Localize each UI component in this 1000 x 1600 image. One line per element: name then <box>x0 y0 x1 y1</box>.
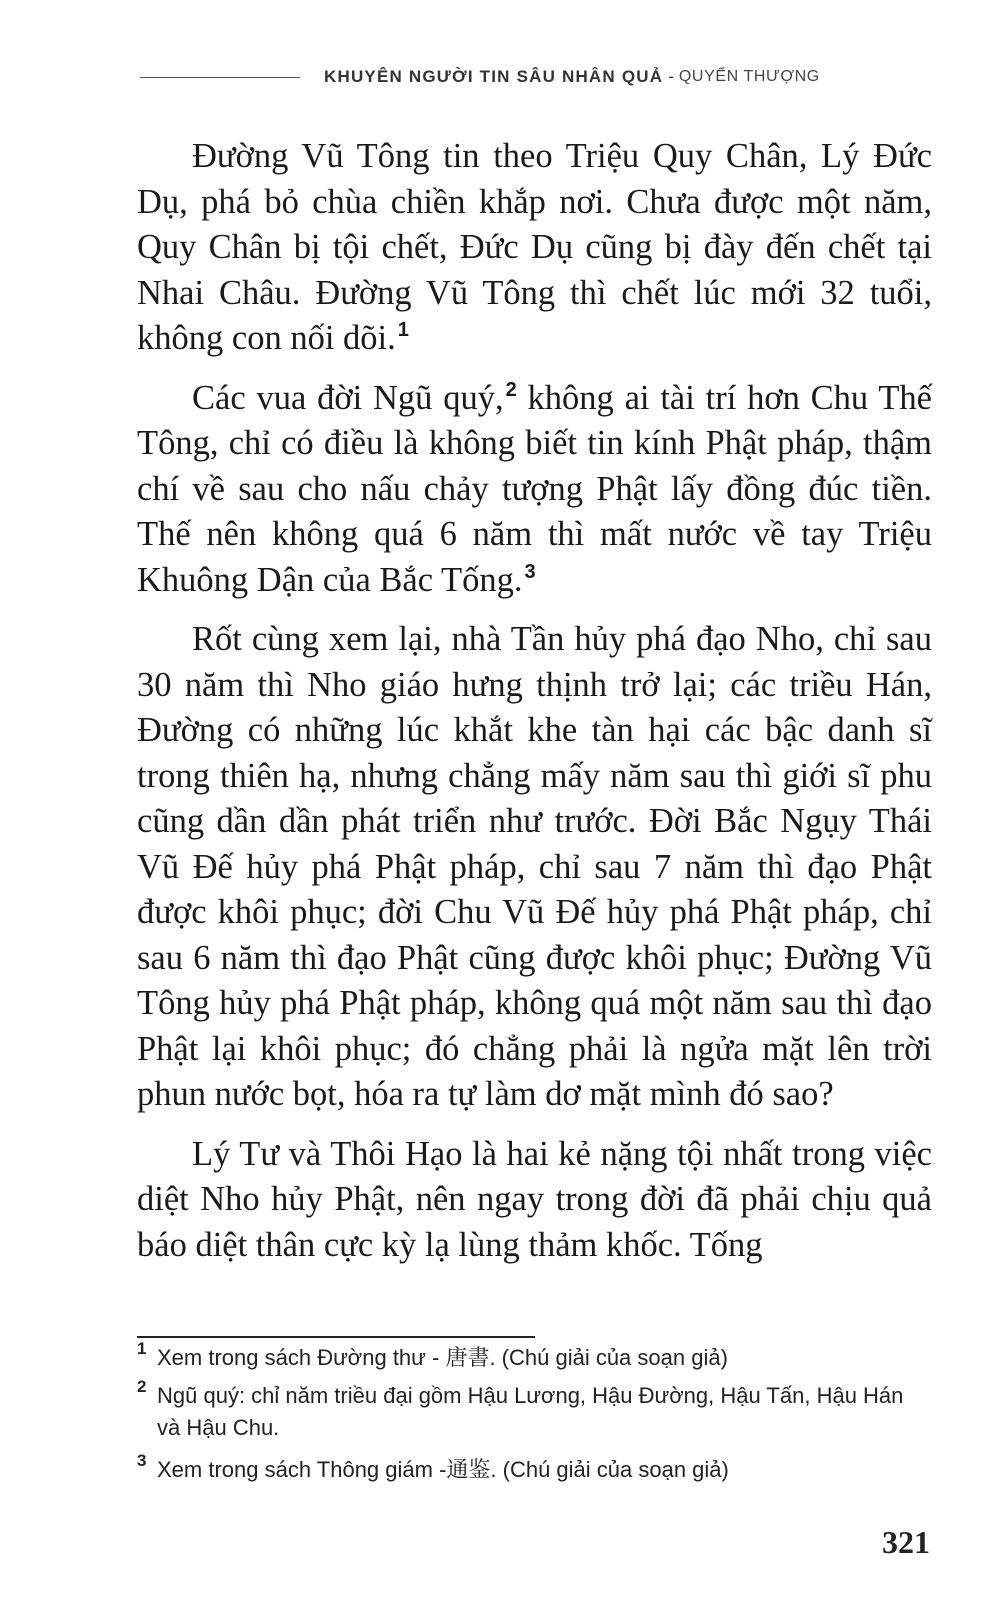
header-volume: QUYỂN THƯỢNG <box>678 68 820 85</box>
paragraph-2-text-a: Các vua đời Ngũ quý, <box>192 378 504 417</box>
footnote-3-text: Xem trong sách Thông giám -通鉴. (Chú giải của soạn giả) <box>157 1457 729 1482</box>
footnote-1-text: Xem trong sách Đường thư - 唐書. (Chú giải của soạn giả) <box>157 1345 728 1370</box>
footnote-2 <box>137 1377 932 1444</box>
footnote-2-mark: 2 <box>137 1377 147 1396</box>
header-book-title: KHUYÊN NGƯỜI TIN SÂU NHÂN QUẢ <box>324 67 664 86</box>
footnote-2-text: Ngũ quý: chỉ năm triều đại gồm Hậu Lương, Hậu Đường, Hậu Tấn, Hậu Hán và Hậu Chu. <box>157 1383 904 1440</box>
footnote-ref-3[interactable]: 3 <box>524 560 536 583</box>
footnote-1-mark: 1 <box>137 1339 147 1358</box>
main-body-text <box>137 134 932 1282</box>
footnote-3-mark: 3 <box>137 1451 147 1470</box>
paragraph-2-text-b: không ai tài trí hơn Chu Thế Tông, chỉ có điều là không biết tin kính Phật pháp, thậm chí về sau cho nấu chảy tượng Phật lấy đồng đúc tiền. Thế nên không quá 6 năm thì mất nước về tay Triệu Khuông Dận của Bắc Tống. <box>137 378 932 599</box>
footnote-ref-1[interactable]: 1 <box>397 319 409 341</box>
footnote-1 <box>137 1339 932 1374</box>
header-rule <box>140 77 300 78</box>
paragraph-2 <box>137 376 932 604</box>
paragraph-3 <box>137 617 932 1118</box>
page-number: 321 <box>882 1524 930 1560</box>
header-separator: - <box>668 67 674 86</box>
paragraph-4-text: Lý Tư và Thôi Hạo là hai kẻ nặng tội nhất trong việc diệt Nho hủy Phật, nên ngay trong đời đã phải chịu quả báo diệt thân cực kỳ lạ lùng thảm khốc. Tống <box>137 1134 932 1264</box>
footnote-divider <box>137 1336 535 1338</box>
paragraph-4 <box>137 1132 932 1269</box>
paragraph-1-text: Đường Vũ Tông tin theo Triệu Quy Chân, Lý Đức Dụ, phá bỏ chùa chiền khắp nơi. Chưa được một năm, Quy Chân bị tội chết, Đức Dụ cũng bị đày đến chết tại Nhai Châu. Đường Vũ Tông thì chết lúc mới 32 tuổi, không con nối dõi. <box>137 137 932 357</box>
footnote-3 <box>137 1451 932 1486</box>
paragraph-3-text: Rốt cùng xem lại, nhà Tần hủy phá đạo Nho, chỉ sau 30 năm thì Nho giáo hưng thịnh trở lại; các triều Hán, Đường có những lúc khắt khe tàn hại các bậc danh sĩ trong thiên hạ, nhưng chẳng mấy năm sau thì giới sĩ phu cũng dần dần phát triển như trước. Đời Bắc Ngụy Thái Vũ Đế hủy phá Phật pháp, chỉ sau 7 năm thì đạo Phật được khôi phục; đời Chu Vũ Đế hủy phá Phật pháp, chỉ sau 6 năm thì đạo Phật cũng được khôi phục; Đường Vũ Tông hủy phá Phật pháp, không quá một năm sau thì đạo Phật lại khôi phục; đó chẳng phải là ngửa mặt lên trời phun nước bọt, hóa ra tự làm dơ mặt mình đó sao? <box>137 620 932 1113</box>
running-header <box>140 62 930 92</box>
footnote-ref-2[interactable]: 2 <box>505 378 517 401</box>
footnotes <box>137 1339 932 1492</box>
paragraph-1 <box>137 134 932 362</box>
